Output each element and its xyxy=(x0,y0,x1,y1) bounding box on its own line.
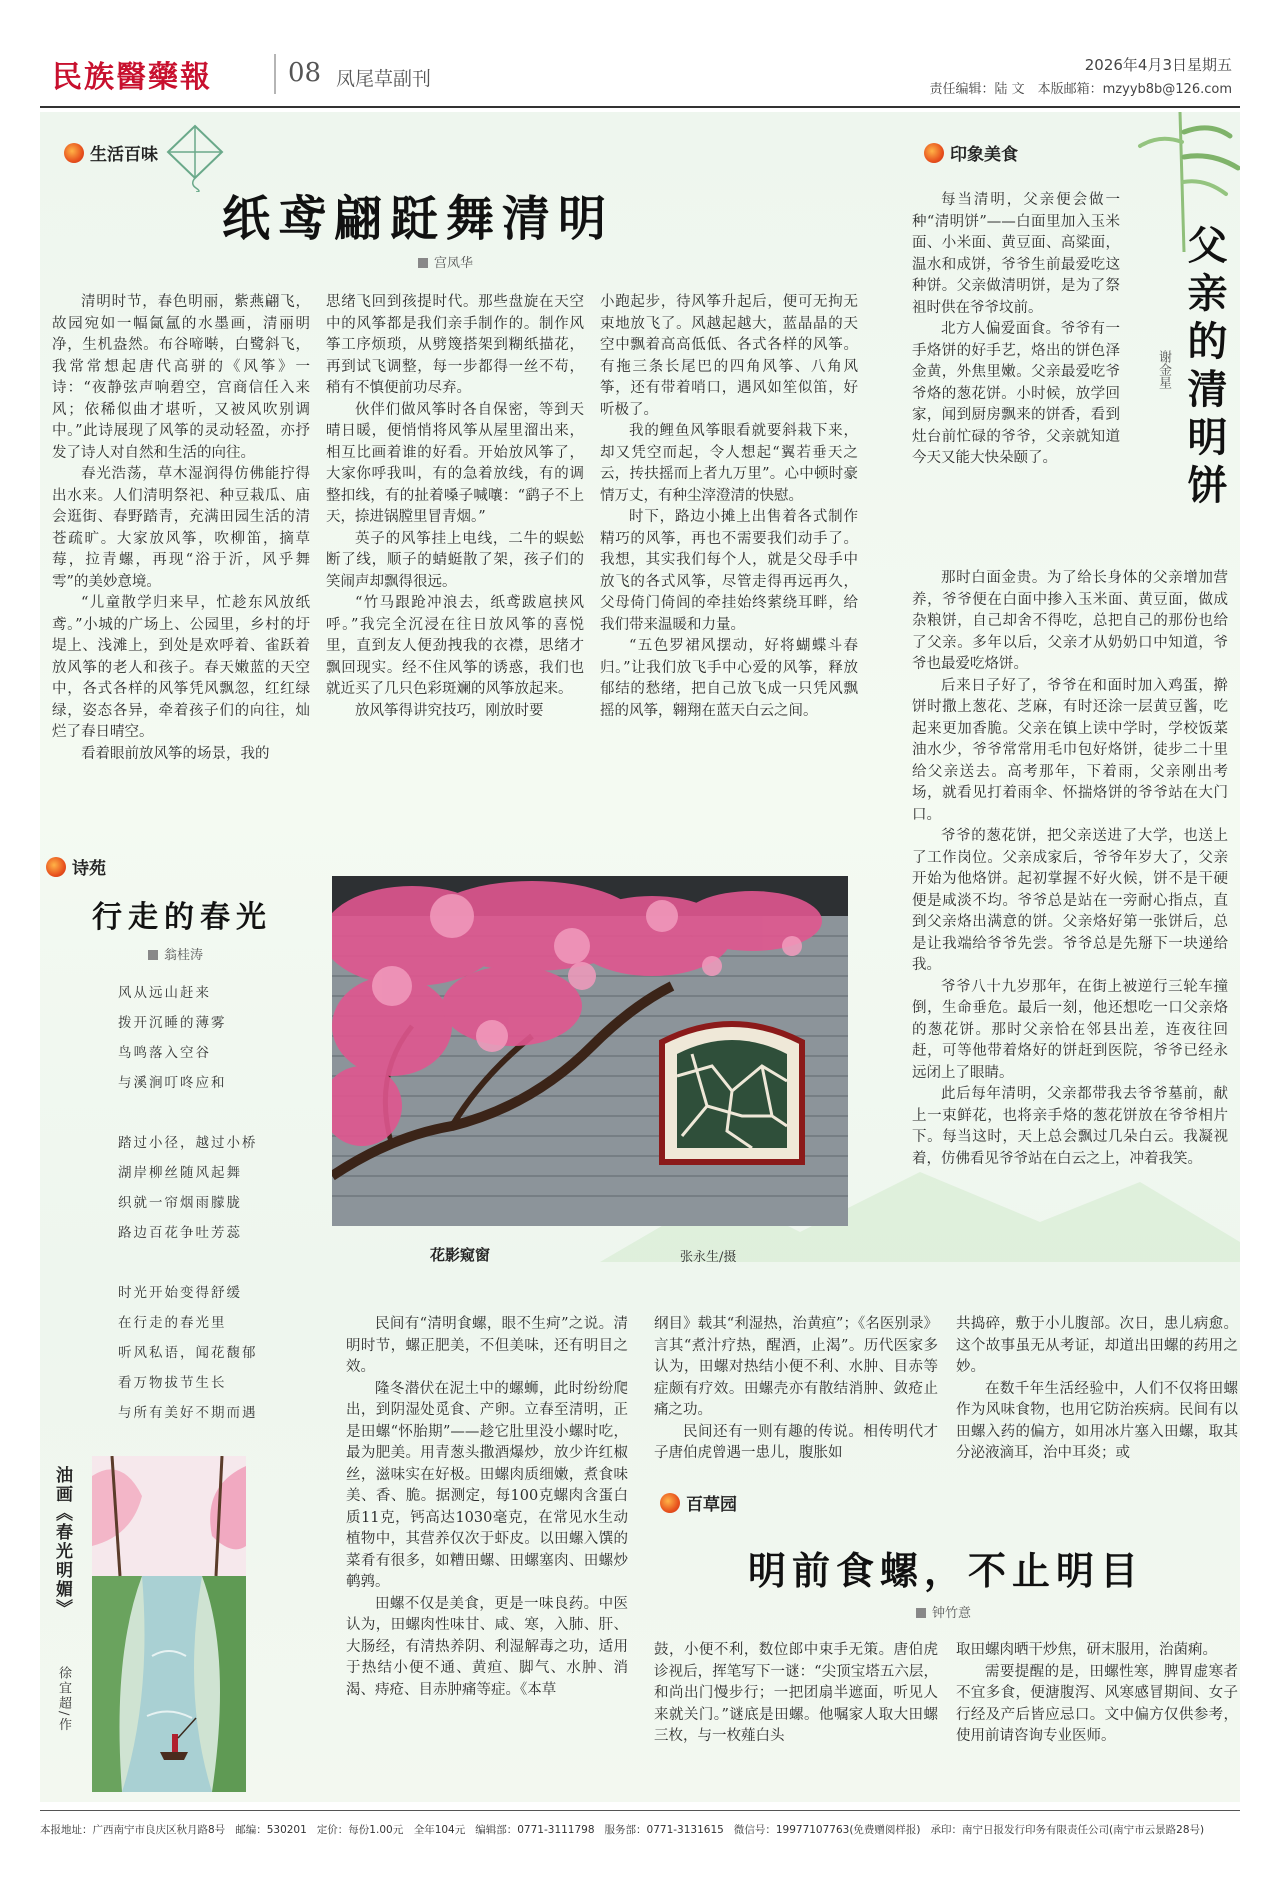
poem-line: 湖岸柳丝随风起舞 xyxy=(118,1165,242,1181)
section-dot-icon xyxy=(64,143,84,163)
paragraph: 我的鲤鱼风筝眼看就要斜栽下来，却又凭空而起，令人想起“翼若垂天之云，抟扶摇而上者九万里”。心中顿时豪情万丈，有种尘滓澄清的快慰。 xyxy=(600,423,858,504)
blossom-window-image xyxy=(332,876,848,1226)
paper-name: 民族醫藥報 xyxy=(52,60,212,95)
paragraph: “儿童散学归来早，忙趁东风放纸鸢。”小城的广场上、公园里，乡村的圩堤上、浅滩上，到处是欢呼着、雀跃着放风筝的老人和孩子。春天嫩蓝的天空中，各式各样的风筝凭风飘忽，红红绿绿，姿态各异，牵着孩子们的向往，灿烂了春日晴空。 xyxy=(52,595,310,740)
paragraph: 思绪飞回到孩提时代。那些盘旋在天空中的风筝都是我们亲手制作的。制作风筝工序烦琐，从劈篾搭架到糊纸描花，再到试飞调整，每一步都得一丝不苟，稍有不慎便前功尽弃。 xyxy=(326,294,584,396)
poem-line: 风从远山赶来 xyxy=(118,985,211,1001)
poem-body xyxy=(118,978,318,1428)
footer-service-dept: 服务部：0771-3131615 xyxy=(604,1824,724,1836)
poem-line: 拨开沉睡的薄雾 xyxy=(118,1015,227,1031)
article-title: 纸鸢翩跹舞清明 xyxy=(222,191,615,247)
poem-line: 与所有美好不期而遇 xyxy=(118,1405,258,1421)
paragraph: “竹马跟跄冲浪去，纸鸢跋扈挟风呼。”我完全沉浸在往日放风筝的喜悦里，直到友人便劲拽我的衣襟，思绪才飘回现实。经不住风筝的诱惑，我们也就近买了几只色彩斑斓的风筝放起来。 xyxy=(326,595,584,697)
paragraph: 共捣碎，敷于小儿腹部。次日，患儿病愈。这个故事虽无从考证，却道出田螺的药用之妙。 xyxy=(956,1316,1238,1375)
paragraph: 需要提醒的是，田螺性寒，脾胃虚寒者不宜多食，便溏腹泻、风寒感冒期间、女子行经及产后皆应忌口。文中偏方仅供参考，使用前请咨询专业医师。 xyxy=(956,1663,1238,1744)
poem-line: 看万物拔节生长 xyxy=(118,1375,227,1391)
article-column xyxy=(912,190,1120,470)
poem-byline: 翁桂涛 xyxy=(148,944,203,963)
paragraph: 民间还有一则有趣的传说。相传明代才子唐伯虎曾遇一患儿，腹胀如 xyxy=(654,1423,938,1461)
paragraph: 春光浩荡，草木湿润得仿佛能拧得出水来。人们清明祭祀、种豆栽瓜、庙会逛街、春野踏青，充满田园生活的清苍疏旷。大家放风筝，吹柳笛，摘草莓，拉青螺，再现“浴于沂，风乎舞雩”的美妙意境。 xyxy=(52,466,310,590)
paragraph: 此后每年清明，父亲都带我去爷爷墓前，献上一束鲜花，也将亲手烙的葱花饼放在爷爷相片下。每当这时，天上总会飘过几朵白云。我凝视着，仿佛看见爷爷站在白云之上，冲着我笑。 xyxy=(912,1086,1228,1167)
section-dot-icon xyxy=(660,1493,680,1513)
poem-line: 踏过小径，越过小桥 xyxy=(118,1135,258,1151)
footer-rule xyxy=(40,1810,1240,1811)
footer-postcode: 邮编：530201 xyxy=(235,1824,307,1836)
section-tag-food xyxy=(924,140,1018,165)
issue-date: 2026年4月3日星期五 xyxy=(1084,56,1232,74)
page-number: 08 xyxy=(288,58,322,88)
poem-stanza xyxy=(118,1128,318,1248)
article-column xyxy=(52,292,310,765)
masthead xyxy=(40,44,1240,104)
poem-stanza xyxy=(118,978,318,1098)
painting-credit: 徐宜超/作 xyxy=(56,1666,71,1733)
article-byline: 谢金星 xyxy=(1156,350,1171,389)
paragraph: 爷爷八十九岁那年，在街上被逆行三轮车撞倒，生命垂危。最后一刻，他还想吃一口父亲烙的葱花饼。那时父亲恰在邻县出差，连夜往回赶，可等他带着烙好的饼赶到医院，爷爷已经永远闭上了眼睛。 xyxy=(912,978,1228,1081)
article-column xyxy=(654,1640,938,1748)
paragraph: “五色罗裙风摆动，好将蝴蝶斗春归。”让我们放飞手中心爱的风筝，释放郁结的愁绪，把自己放飞成一只凭风飘摇的风筝，翱翔在蓝天白云之间。 xyxy=(600,638,858,719)
paragraph: 小跑起步，待风筝升起后，便可无拘无束地放飞了。风越起越大，蓝晶晶的天空中飘着高高低低、各式各样的风筝。有拖三条长尾巴的四角风筝、八角风筝，还有带着哨口，遇风如笙似笛，好听极了。 xyxy=(600,294,858,418)
footer-edit-dept: 编辑部：0771-3111798 xyxy=(475,1824,595,1836)
section-tag-life xyxy=(64,140,158,165)
blossom-window-photo xyxy=(332,876,848,1226)
section-tag-label: 生活百味 xyxy=(90,145,158,165)
poem-title: 行走的春光 xyxy=(92,900,272,935)
footer-price: 定价：每份1.00元 全年104元 xyxy=(316,1824,466,1836)
footer-printer: 承印：南宁日报发行印务有限责任公司(南宁市云景路28号) xyxy=(930,1824,1205,1836)
photo-caption: 花影窥窗 xyxy=(430,1246,491,1264)
photo-credit: 张永生/摄 xyxy=(680,1250,737,1265)
section-tag-label: 百草园 xyxy=(686,1495,737,1515)
section-dot-icon xyxy=(924,143,944,163)
editor-line: 责任编辑：陆 文 本版邮箱：mzyyb8b@126.com xyxy=(929,82,1232,97)
paragraph: 后来日子好了，爷爷在和面时加入鸡蛋，擀饼时撒上葱花、芝麻，有时还涂一层黄豆酱，吃起来更加香脆。父亲在镇上读中学时，学校饭菜油水少，爷爷常常用毛巾包好烙饼，徒步二十里给父亲送去。高考那年，下着雨，父亲刚出考场，就看见打着雨伞、怀揣烙饼的爷爷站在大门口。 xyxy=(912,677,1228,823)
footer-address: 本报地址：广西南宁市良庆区秋月路8号 xyxy=(40,1824,226,1836)
paragraph: 在数千年生活经验中，人们不仅将田螺作为风味食物，也用它防治疾病。民间有以田螺入药的偏方，如用冰片塞入田螺，取其分泌液滴耳，治中耳炎；或 xyxy=(956,1380,1238,1461)
painting-image xyxy=(92,1456,246,1792)
poem-line: 时光开始变得舒缓 xyxy=(118,1285,242,1301)
poem-line: 织就一帘烟雨朦胧 xyxy=(118,1195,242,1211)
section-tag-poetry xyxy=(46,854,106,879)
poem-line: 听风私语，闻花馥郁 xyxy=(118,1345,258,1361)
article-column xyxy=(654,1314,938,1465)
article-column xyxy=(956,1314,1238,1465)
footer-wechat: 微信号：19977107763(免费赠阅样报) xyxy=(733,1824,921,1836)
paragraph: 英子的风筝挂上电线，二牛的蜈蚣断了线，顺子的蜻蜓散了架，孩子们的笑闹声却飘得很远。 xyxy=(326,530,584,590)
poem-line: 鸟鸣落入空谷 xyxy=(118,1045,211,1061)
paragraph: 爷爷的葱花饼，把父亲送进了大学，也送上了工作岗位。父亲成家后，爷爷年岁大了，父亲开始为他烙饼。起初掌握不好火候，饼不是干硬便是咸淡不均。爷爷总是站在一旁耐心指点，直到父亲烙出满意的饼。父亲烙好第一张饼后，总是让我端给爷爷先尝。爷爷总是先掰下一块递给我。 xyxy=(912,828,1228,973)
paragraph: 那时白面金贵。为了给长身体的父亲增加营养，爷爷便在白面中掺入玉米面、黄豆面，做成杂粮饼，自己却舍不得吃，总把自己的那份也给了父亲。多年以后，父亲才从奶奶口中知道，爷爷也最爱吃烙饼。 xyxy=(912,570,1228,672)
paragraph: 时下，路边小摊上出售着各式制作精巧的风筝，再也不需要我们动手了。我想，其实我们每个人，就是父母手中放飞的各式风筝，尽管走得再远再久，父母倚门倚闾的牵挂始终萦绕耳畔，给我们带来温暖和力量。 xyxy=(600,509,858,633)
section-tag-label: 诗苑 xyxy=(72,859,106,879)
article-title: 父亲的清明饼 xyxy=(1181,224,1228,512)
section-tag-herbs xyxy=(660,1490,737,1515)
poem-stanza xyxy=(118,1278,318,1428)
article-byline: 钟竹意 xyxy=(916,1602,971,1621)
section-name: 凤尾草副刊 xyxy=(336,68,432,90)
poem-line: 在行走的春光里 xyxy=(118,1315,227,1331)
paragraph: 伙伴们做风筝时各自保密，等到天晴日暖，便悄悄将风筝从屋里溜出来，相互比画着谁的好看。开始放风筝了，大家你呼我叫，有的急着放线，有的调整扣线，有的扯着嗓子喊嚷：“鹞子不上天，捺进锅膛里冒青烟。” xyxy=(326,401,584,525)
poem-line: 路边百花争吐芳蕊 xyxy=(118,1225,242,1241)
masthead-divider xyxy=(274,54,276,94)
paragraph: 民间有“清明食螺，眼不生疴”之说。清明时节，螺正肥美，不但美味，还有明目之效。 xyxy=(346,1316,628,1375)
section-dot-icon xyxy=(46,857,66,877)
painting-label: 油画《春光明媚》 xyxy=(52,1466,72,1618)
paragraph: 田螺不仅是美食，更是一味良药。中医认为，田螺肉性味甘、咸、寒，入肺、肝、大肠经，有清热养阴、利湿解毒之功，适用于热结小便不通、黄疸、脚气、水肿、消渴、痔疮、目赤肿痛等症。《本草 xyxy=(346,1595,628,1698)
section-tag-label: 印象美食 xyxy=(950,145,1018,165)
kite-icon xyxy=(160,122,230,192)
paragraph: 看着眼前放风筝的场景，我的 xyxy=(81,745,270,762)
paragraph: 取田螺肉晒干炒焦，研末服用，治菌痢。 xyxy=(956,1642,1217,1658)
paragraph: 隆冬潜伏在泥土中的螺蛳，此时纷纷爬出，到阴湿处觅食、产卵。立春至清明，正是田螺“怀胎期”——趁它肚里没小螺时吃，最为肥美。用青葱头撒酒爆炒，放少许红椒丝，滋味实在好极。田螺肉质细嫩，煮食味美、香、脆。据测定，每100克螺肉含蛋白质11克，钙高达1030毫克，在常见水生动植物中，其营养仅次于虾皮。以田螺入馔的菜肴有很多，如糟田螺、田螺塞肉、田螺炒鹌鹑。 xyxy=(346,1380,628,1590)
footer xyxy=(40,1822,1240,1837)
article-column xyxy=(346,1314,628,1701)
paragraph: 放风筝得讲究技巧，刚放时要 xyxy=(355,702,544,719)
masthead-rule xyxy=(40,106,1240,108)
paragraph: 纲目》载其“利湿热，治黄疸”；《名医别录》言其“煮汁疗热，醒酒，止渴”。历代医家多认为，田螺对热结小便不利、水肿、目赤等症颇有疗效。田螺壳亦有散结消肿、敛疮止痛之功。 xyxy=(654,1316,938,1418)
paragraph: 每当清明，父亲便会做一种“清明饼”——白面里加入玉米面、小米面、黄豆面、高粱面，温水和成饼，爷爷生前最爱吃这种饼。父亲做清明饼，是为了祭祖时供在爷爷坟前。 xyxy=(912,192,1120,316)
article-column xyxy=(600,292,858,722)
poem-line: 与溪涧叮咚应和 xyxy=(118,1075,227,1091)
article-title: 明前食螺，不止明目 xyxy=(748,1548,1145,1593)
article-column xyxy=(956,1640,1238,1748)
oil-painting-image xyxy=(92,1456,246,1792)
article-column xyxy=(912,568,1228,1170)
article-byline: 宫凤华 xyxy=(418,252,473,271)
article-column xyxy=(326,292,584,722)
paragraph: 清明时节，春色明丽，紫燕翩飞，故园宛如一幅氤氲的水墨画，清丽明净，生机盎然。布谷啼啭，白鹭斜飞，我常常想起唐代高骈的《风筝》一诗：“夜静弦声响碧空，宫商信任入来风；依稀似曲才堪听，又被风吹别调中。”此诗展现了风筝的灵动轻盈，亦抒发了诗人对自然和生活的向往。 xyxy=(52,294,310,461)
paragraph: 北方人偏爱面食。爷爷有一手烙饼的好手艺，烙出的饼色泽金黄，外焦里嫩。父亲最爱吃爷爷烙的葱花饼。小时候，放学回家，闻到厨房飘来的饼香，看到灶台前忙碌的爷爷，父亲就知道今天又能大快朵颐了。 xyxy=(912,321,1120,466)
paragraph: 鼓，小便不利，数位郎中束手无策。唐伯虎诊视后，挥笔写下一谜：“尖顶宝塔五六层，和尚出门慢步行；一把团扇半遮面，听见人来就关门。”谜底是田螺。他嘱家人取大田螺三枚，与一枚薤白头 xyxy=(654,1642,938,1744)
